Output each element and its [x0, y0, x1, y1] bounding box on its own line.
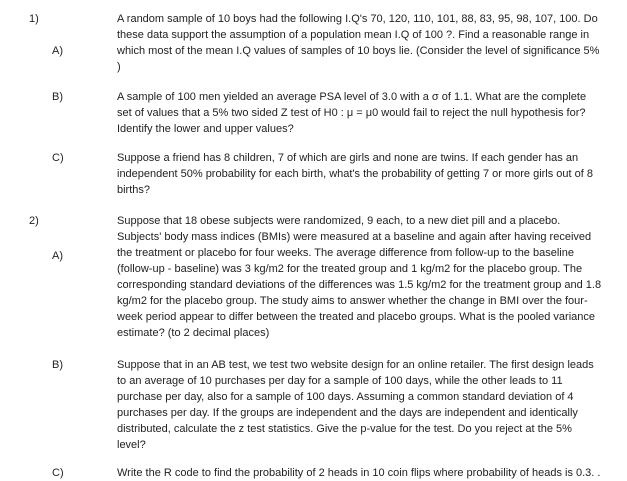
question-line: )	[117, 61, 121, 73]
question-line: Subjects' body mass indices (BMIs) were measured at a baseline and again after having received	[117, 231, 592, 243]
question-line: Write the R code to find the probability of 2 heads in 10 coin flips where probability of heads is 0.3. .	[117, 467, 601, 479]
section-number-2: 2)	[29, 215, 39, 227]
question-line: Suppose that in an AB test, we test two website design for an online retailer. The first design leads	[117, 359, 594, 371]
question-line: A sample of 100 men yielded an average PSA level of 3.0 with a σ of 1.1. What are the complete	[117, 91, 587, 103]
question-line: these data support the assumption of a population mean I.Q of 100 ?. Find a reasonable range in	[117, 29, 590, 41]
question-line: which most of the mean I.Q values of samples of 10 boys lie. (Consider the level of significance 5%	[117, 45, 600, 57]
question-line: level?	[117, 439, 146, 451]
question-line: Identify the lower and upper values?	[117, 123, 294, 135]
question-line: estimate? (to 2 decimal places)	[117, 327, 270, 339]
question-line: the treatment or placebo for four weeks. The average difference from follow-up to the baseline	[117, 247, 574, 259]
question-line: purchases per day. If the groups are independent and the days are independent and identically	[117, 407, 578, 419]
question-line: distributed, calculate the z test statistics. Give the p-value for the test. Do you reject at the 5%	[117, 423, 572, 435]
question-line: A random sample of 10 boys had the following I.Q's 70, 120, 110, 101, 88, 83, 95, 98, 107, 100. Do	[117, 13, 598, 25]
question-line: (follow-up - baseline) was 3 kg/m2 for the treated group and 1 kg/m2 for the placebo group. The	[117, 263, 583, 275]
question-text-2b	[117, 357, 625, 453]
question-letter-2b: B)	[52, 359, 63, 371]
question-text-1c	[117, 150, 625, 198]
question-letter-1c: C)	[52, 152, 64, 164]
question-line: to an average of 10 purchases per day for a sample of 100 days, while the other leads to 11	[117, 375, 563, 387]
question-letter-1b: B)	[52, 91, 63, 103]
question-line: set of values that a 5% two sided Z test of H0 : μ = μ0 would fail to reject the null hypothesis for?	[117, 107, 586, 119]
section-number-1: 1)	[29, 13, 39, 25]
question-letter-2a: A)	[52, 250, 63, 262]
question-line: week period appear to differ between the treated and placebo groups. What is the pooled variance	[117, 311, 596, 323]
question-line: births?	[117, 184, 151, 196]
question-text-1b	[117, 89, 625, 137]
question-line: kg/m2 for the placebo group. The study aims to answer whether the change in BMI over the four-	[117, 295, 588, 307]
question-line: Suppose that 18 obese subjects were randomized, 9 each, to a new diet pill and a placebo.	[117, 215, 561, 227]
question-line: independent 50% probability for each birth, what's the probability of getting 7 or more girls out of 8	[117, 168, 593, 180]
question-line: corresponding standard deviations of the differences was 1.5 kg/m2 for the treatment group and 1.8	[117, 279, 602, 291]
question-letter-2c: C)	[52, 467, 64, 479]
question-text-1a	[117, 11, 625, 75]
question-letter-1a: A)	[52, 45, 63, 57]
question-line: Suppose a friend has 8 children, 7 of which are girls and none are twins. If each gender has an	[117, 152, 579, 164]
question-line: purchase per day, also for a sample of 100 days. Assuming a common standard deviation of 4	[117, 391, 574, 403]
question-text-2a	[117, 213, 625, 341]
